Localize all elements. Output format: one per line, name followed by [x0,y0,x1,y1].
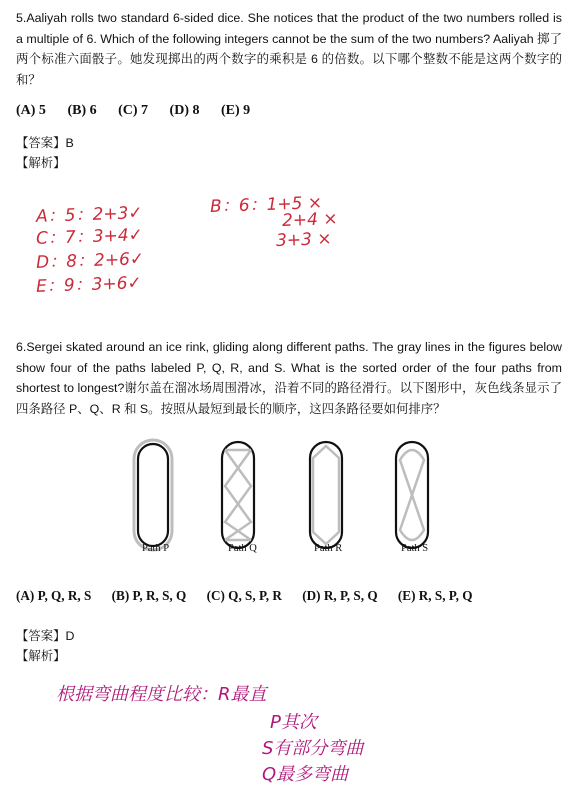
q5-choice-a: (A) 5 [16,103,46,118]
path-p-route [134,440,172,550]
path-r-label: Path R [314,543,343,554]
q5-handwriting-line-b3: 3+3 × [275,229,332,251]
q6-answer-label: 【答案】D [16,629,75,643]
q5-handwriting-line-c: C：7：3+4✓ [35,225,144,249]
path-r-route [313,446,339,544]
q5-handwriting-line-d: D：8：2+6✓ [35,249,145,273]
q5-choice-b: (B) 6 [67,103,97,118]
q6-choice-c: (C) Q, S, P, R [206,588,282,603]
q5-choice-e: (E) 9 [220,103,251,118]
path-s-route [400,450,424,540]
q5-handwriting-line-e: E：9：3+6✓ [35,273,143,297]
q6-choice-a: (A) P, Q, R, S [16,588,92,603]
q5-handwriting-line-a: A：5：2+3✓ [35,203,143,227]
q6-handwriting-line-3: S有部分弯曲 [262,738,364,759]
q6-handwriting-line-2: P其次 [270,712,317,733]
q5-handwriting-line-b2: 2+4 × [281,209,338,231]
skating-paths-figure [128,436,458,560]
q5-analysis-label: 【解析】 [16,156,66,170]
question-5-text: 5.Aaliyah rolls two standard 6-sided dice. She notices that the product of the two numbers rolled is a multiple of 6. Which of the following integers cannot be the sum of the two numbers? Aaliyah 掷了两个标准六面骰子。她发现掷出的两个数字的乘积是 6 的倍数。以下哪个整数不能是这两个数字的和？ [16,11,562,87]
q5-handwriting-line-b1: B：6：1+5 × [209,193,323,217]
q6-handwriting-line-4: Q最多弯曲 [262,764,349,785]
q6-choice-e: (E) R, S, P, Q [397,588,473,603]
path-p-rink [138,444,168,546]
path-q-diagram [222,442,254,548]
question-5-choices [16,103,268,119]
q5-choice-c: (C) 7 [118,103,149,118]
path-s-diagram [396,442,428,548]
path-q-route [225,450,251,540]
q5-choice-d: (D) 8 [169,103,200,118]
path-q-label: Path Q [228,543,257,554]
q6-handwriting-line-1: 根据弯曲程度比较：R最直 [56,684,267,705]
question-6-text: 6.Sergei skated around an ice rink, gliding along different paths. The gray lines in the figures below show four of the paths labeled P, Q, R, and S. What is the sorted order of the four paths from shortest to longest?谢尔盖在溜冰场周围滑冰，沿着不同的路径滑行。以下图形中，灰色线条显示了四条路径 P、Q、R 和 S。按照从最短到最长的顺序，这四条路径要如何排序？ [16,340,562,416]
path-r-diagram [310,442,342,548]
q6-choice-d: (D) R, P, S, Q [302,588,378,603]
path-p-label: Path P [142,543,170,554]
path-p-diagram [134,440,172,550]
q5-answer-label: 【答案】B [16,136,74,150]
q6-choice-b: (B) P, R, S, Q [111,588,187,603]
path-s-label: Path S [401,543,429,554]
q6-analysis-label: 【解析】 [16,649,66,663]
question-6-choices [16,588,490,604]
